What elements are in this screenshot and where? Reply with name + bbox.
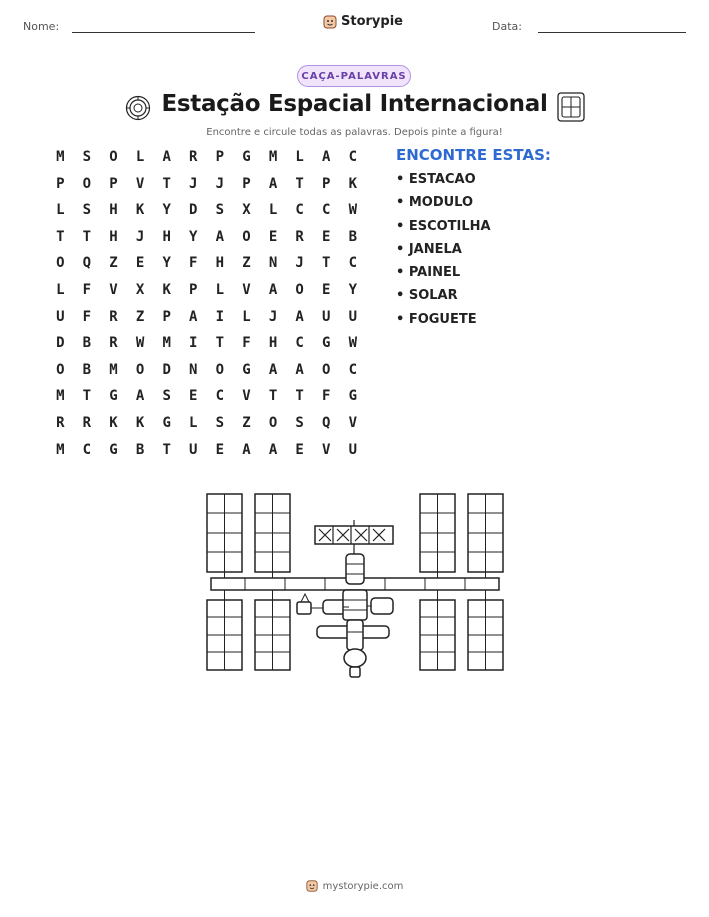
grid-cell[interactable]: V — [109, 281, 118, 298]
grid-cell[interactable]: J — [268, 308, 278, 325]
grid-cell[interactable]: L — [215, 281, 225, 298]
grid-cell[interactable]: S — [215, 202, 225, 219]
grid-cell[interactable]: B — [82, 335, 92, 352]
grid-cell[interactable]: Y — [189, 228, 198, 245]
grid-row — [47, 437, 366, 464]
grid-cell[interactable]: A — [322, 149, 331, 165]
grid-cell[interactable]: A — [242, 441, 251, 458]
word-list-item: • ESCOTILHA — [396, 218, 491, 234]
grid-cell[interactable]: M — [56, 149, 65, 165]
grid-cell[interactable]: E — [295, 441, 304, 458]
grid-cell[interactable]: O — [268, 414, 278, 431]
grid-cell[interactable]: F — [82, 308, 92, 325]
grid-cell[interactable]: F — [189, 255, 198, 272]
grid-cell[interactable]: V — [242, 281, 251, 298]
grid-cell[interactable]: T — [215, 335, 225, 352]
grid-cell[interactable]: L — [56, 281, 65, 298]
grid-cell[interactable]: G — [109, 441, 118, 458]
grid-cell[interactable]: T — [295, 175, 304, 192]
grid-cell[interactable]: C — [348, 149, 358, 165]
grid-cell[interactable]: T — [322, 255, 331, 272]
grid-cell[interactable]: Y — [348, 281, 358, 298]
space-station-illustration[interactable] — [205, 492, 505, 682]
grid-cell[interactable]: T — [162, 175, 171, 192]
date-label: Data: — [492, 20, 522, 33]
grid-row — [47, 410, 366, 437]
word-list-item: • SOLAR — [396, 288, 458, 304]
grid-cell[interactable]: S — [162, 388, 171, 405]
grid-cell[interactable]: T — [295, 388, 304, 405]
grid-cell[interactable]: L — [56, 202, 65, 219]
word-list-item: • PAINEL — [396, 265, 461, 281]
grid-cell[interactable]: A — [268, 281, 278, 298]
grid-cell[interactable]: C — [348, 255, 358, 272]
name-label: Nome: — [23, 20, 60, 33]
grid-cell[interactable]: P — [109, 175, 118, 192]
storypie-footer-logo — [306, 880, 318, 892]
date-line[interactable] — [538, 32, 686, 33]
word-list-item: • FOGUETE — [396, 311, 477, 327]
grid-cell[interactable]: K — [135, 202, 145, 219]
grid-cell[interactable]: F — [242, 335, 251, 352]
word-search-grid[interactable] — [47, 144, 366, 463]
grid-cell[interactable]: G — [242, 149, 251, 165]
grid-cell[interactable]: V — [322, 441, 331, 458]
grid-cell[interactable]: K — [348, 175, 358, 192]
grid-cell[interactable]: P — [162, 308, 171, 325]
window-icon — [557, 92, 585, 122]
grid-cell[interactable]: O — [295, 281, 304, 298]
grid-cell[interactable]: A — [295, 308, 304, 325]
grid-cell[interactable]: L — [135, 149, 145, 165]
grid-cell[interactable]: U — [189, 441, 198, 458]
grid-row — [47, 277, 366, 304]
grid-cell[interactable]: L — [242, 308, 251, 325]
brand — [323, 14, 403, 29]
grid-cell[interactable]: F — [82, 281, 92, 298]
grid-row — [47, 171, 366, 198]
grid-cell[interactable]: O — [56, 361, 65, 378]
grid-cell[interactable]: B — [135, 441, 145, 458]
grid-cell[interactable]: K — [109, 414, 118, 431]
brand-name: Storypie — [341, 14, 403, 29]
grid-cell[interactable]: Z — [109, 255, 118, 272]
grid-cell[interactable]: V — [135, 175, 145, 192]
grid-cell[interactable]: W — [348, 335, 358, 352]
name-line[interactable] — [72, 32, 255, 33]
grid-cell[interactable]: O — [135, 361, 145, 378]
grid-cell[interactable]: N — [189, 361, 198, 378]
grid-cell[interactable]: C — [215, 388, 225, 405]
grid-cell[interactable]: S — [82, 149, 92, 165]
grid-cell[interactable]: P — [189, 281, 198, 298]
grid-cell[interactable]: R — [56, 414, 65, 431]
grid-cell[interactable]: F — [322, 388, 331, 405]
grid-cell[interactable]: Z — [242, 414, 251, 431]
grid-cell[interactable]: H — [109, 228, 118, 245]
grid-cell[interactable]: C — [322, 202, 331, 219]
grid-row — [47, 383, 366, 410]
grid-cell[interactable]: T — [56, 228, 65, 245]
grid-cell[interactable]: J — [189, 175, 198, 192]
grid-cell[interactable]: C — [348, 361, 358, 378]
grid-cell[interactable]: E — [322, 281, 331, 298]
grid-row — [47, 357, 366, 384]
grid-cell[interactable]: K — [162, 281, 171, 298]
grid-cell[interactable]: V — [242, 388, 251, 405]
grid-cell[interactable]: D — [189, 202, 198, 219]
grid-cell[interactable]: P — [242, 175, 251, 192]
category-badge: CAÇA-PALAVRAS — [297, 65, 411, 87]
grid-cell[interactable]: J — [295, 255, 304, 272]
grid-cell[interactable]: A — [268, 361, 278, 378]
word-list-item: • JANELA — [396, 241, 462, 257]
grid-cell[interactable]: E — [135, 255, 145, 272]
grid-row — [47, 224, 366, 251]
grid-cell[interactable]: Q — [82, 255, 92, 272]
grid-cell[interactable]: H — [215, 255, 225, 272]
grid-cell[interactable]: I — [215, 308, 225, 325]
grid-cell[interactable]: E — [322, 228, 331, 245]
grid-cell[interactable]: U — [348, 441, 358, 458]
grid-cell[interactable]: G — [242, 361, 251, 378]
grid-cell[interactable]: Y — [162, 202, 171, 219]
grid-cell[interactable]: X — [135, 281, 145, 298]
word-list — [396, 170, 491, 333]
grid-cell[interactable]: M — [268, 149, 278, 165]
grid-cell[interactable]: X — [242, 202, 251, 219]
grid-cell[interactable]: A — [268, 175, 278, 192]
grid-cell[interactable]: Z — [242, 255, 251, 272]
grid-cell[interactable]: Z — [135, 308, 145, 325]
grid-cell[interactable]: E — [215, 441, 225, 458]
grid-cell[interactable]: P — [56, 175, 65, 192]
grid-cell[interactable]: C — [295, 202, 304, 219]
grid-cell[interactable]: T — [82, 228, 92, 245]
grid-cell[interactable]: M — [56, 388, 65, 405]
grid-cell[interactable]: O — [56, 255, 65, 272]
storypie-logo — [323, 15, 337, 29]
grid-cell[interactable]: N — [268, 255, 278, 272]
grid-cell[interactable]: G — [162, 414, 171, 431]
grid-cell[interactable]: D — [162, 361, 171, 378]
grid-cell[interactable]: K — [135, 414, 145, 431]
grid-cell[interactable]: L — [268, 202, 278, 219]
grid-cell[interactable]: A — [268, 441, 278, 458]
grid-cell[interactable]: G — [322, 335, 331, 352]
page-subtitle: Encontre e circule todas as palavras. Depois pinte a figura! — [206, 127, 503, 138]
word-list-item: • ESTACAO — [396, 172, 476, 187]
grid-cell[interactable]: C — [295, 335, 304, 352]
grid-cell[interactable]: I — [189, 335, 198, 352]
footer — [0, 880, 709, 892]
grid-cell[interactable]: E — [268, 228, 278, 245]
grid-cell[interactable]: O — [109, 149, 118, 165]
grid-cell[interactable]: E — [189, 388, 198, 405]
grid-cell[interactable]: H — [268, 335, 278, 352]
grid-cell[interactable]: H — [162, 228, 171, 245]
grid-cell[interactable]: L — [295, 149, 304, 165]
grid-cell[interactable]: U — [322, 308, 331, 325]
grid-cell[interactable]: R — [295, 228, 304, 245]
grid-row — [47, 304, 366, 331]
grid-cell[interactable]: O — [242, 228, 251, 245]
grid-cell[interactable]: T — [82, 388, 92, 405]
grid-cell[interactable]: W — [348, 202, 358, 219]
grid-cell[interactable]: J — [135, 228, 145, 245]
grid-cell[interactable]: R — [189, 149, 198, 165]
grid-cell[interactable]: P — [322, 175, 331, 192]
grid-cell[interactable]: T — [268, 388, 278, 405]
grid-cell[interactable]: O — [82, 175, 92, 192]
grid-cell[interactable]: T — [162, 441, 171, 458]
grid-cell[interactable]: A — [215, 228, 225, 245]
grid-cell[interactable]: R — [109, 335, 118, 352]
grid-cell[interactable]: M — [56, 441, 65, 458]
word-list-item: • MODULO — [396, 195, 474, 211]
grid-cell[interactable]: Y — [162, 255, 171, 272]
grid-cell[interactable]: O — [322, 361, 331, 378]
grid-row — [47, 144, 366, 171]
grid-cell[interactable]: S — [82, 202, 92, 219]
grid-cell[interactable]: D — [56, 335, 65, 352]
grid-cell[interactable]: S — [215, 414, 225, 431]
grid-cell[interactable]: M — [109, 361, 118, 378]
grid-cell[interactable]: H — [109, 202, 118, 219]
grid-cell[interactable]: C — [82, 441, 92, 458]
grid-cell[interactable]: G — [109, 388, 118, 405]
grid-cell[interactable]: A — [295, 361, 304, 378]
grid-cell[interactable]: V — [348, 414, 358, 431]
word-list-title: ENCONTRE ESTAS: — [396, 146, 551, 164]
grid-row — [47, 330, 366, 357]
grid-cell[interactable]: R — [82, 414, 92, 431]
grid-cell[interactable]: L — [189, 414, 198, 431]
hatch-icon — [125, 95, 151, 121]
grid-cell[interactable]: S — [295, 414, 304, 431]
grid-cell[interactable]: B — [82, 361, 92, 378]
footer-url[interactable]: mystorypie.com — [322, 880, 404, 892]
grid-cell[interactable]: R — [109, 308, 118, 325]
grid-cell[interactable]: U — [56, 308, 65, 325]
grid-cell[interactable]: G — [348, 388, 358, 405]
grid-cell[interactable]: A — [135, 388, 145, 405]
grid-cell[interactable]: J — [215, 175, 225, 192]
grid-cell[interactable]: B — [348, 228, 358, 245]
grid-cell[interactable]: A — [162, 149, 171, 165]
grid-row — [47, 250, 366, 277]
grid-cell[interactable]: A — [189, 308, 198, 325]
grid-cell[interactable]: P — [215, 149, 225, 165]
grid-cell[interactable]: M — [162, 335, 171, 352]
page-title: Estação Espacial Internacional — [161, 91, 548, 117]
grid-cell[interactable]: O — [215, 361, 225, 378]
grid-cell[interactable]: W — [135, 335, 145, 352]
grid-row — [47, 197, 366, 224]
grid-cell[interactable]: U — [348, 308, 358, 325]
grid-cell[interactable]: Q — [322, 414, 331, 431]
